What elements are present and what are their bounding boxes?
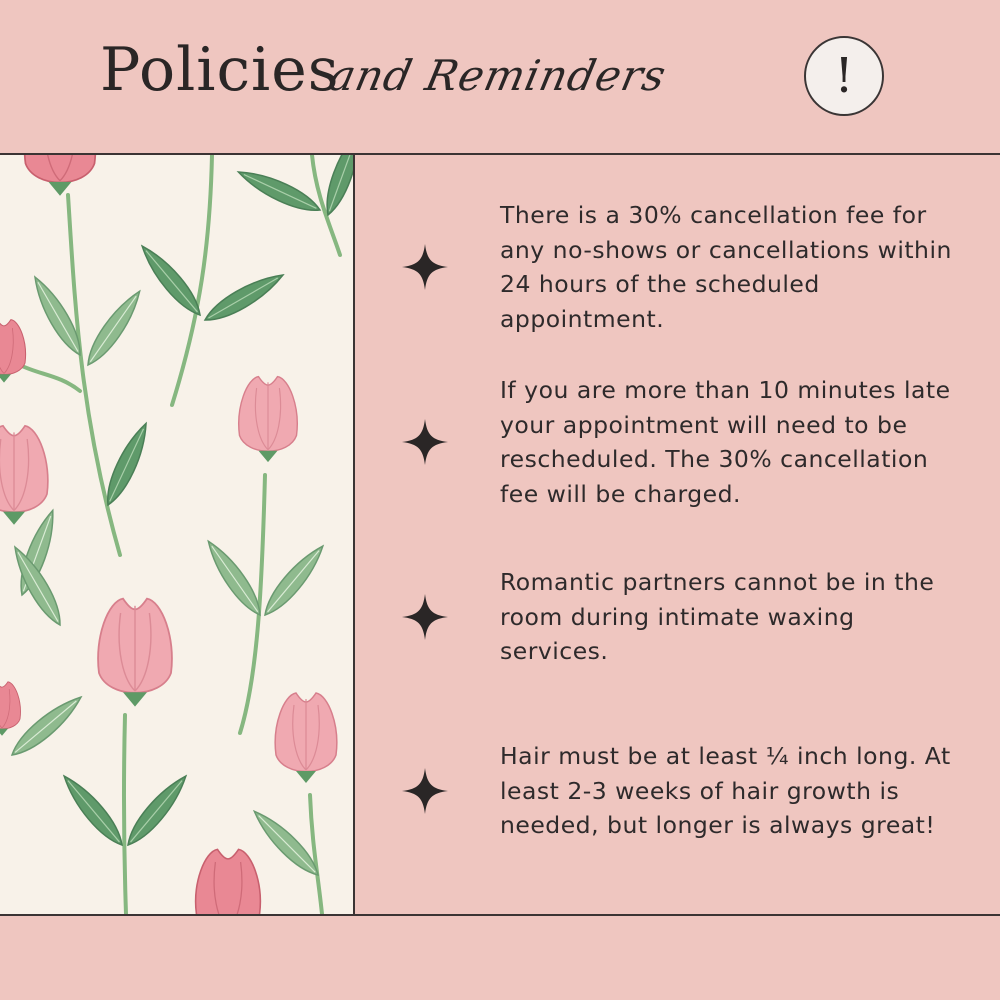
policy-text: Hair must be at least ¼ inch long. At least 2-3 weeks of hair growth is needed, but longer is always great! — [500, 742, 951, 840]
policy-item — [400, 198, 960, 336]
tulip-pattern-illustration — [0, 155, 353, 914]
vertical-divider — [353, 154, 355, 915]
sparkle-icon — [400, 766, 450, 816]
sparkle-icon — [400, 417, 450, 467]
sparkle-icon — [400, 242, 450, 292]
title-script: and Reminders — [324, 51, 671, 100]
exclamation-icon: ! — [804, 36, 884, 116]
policy-text: Romantic partners cannot be in the room during intimate waxing services. — [500, 568, 935, 666]
bottom-divider — [0, 914, 1000, 916]
policy-item — [400, 722, 960, 860]
sparkle-icon — [400, 592, 450, 642]
policy-text: There is a 30% cancellation fee for any no-shows or cancellations within 24 hours of the scheduled appointment. — [500, 201, 952, 333]
policy-item — [400, 565, 960, 669]
tulip-pattern-panel — [0, 155, 353, 914]
policy-item — [400, 373, 960, 511]
title-main: Policies — [100, 35, 340, 105]
policy-text: If you are more than 10 minutes late your appointment will need to be rescheduled. The 30% cancellation fee will be charged. — [500, 376, 951, 508]
